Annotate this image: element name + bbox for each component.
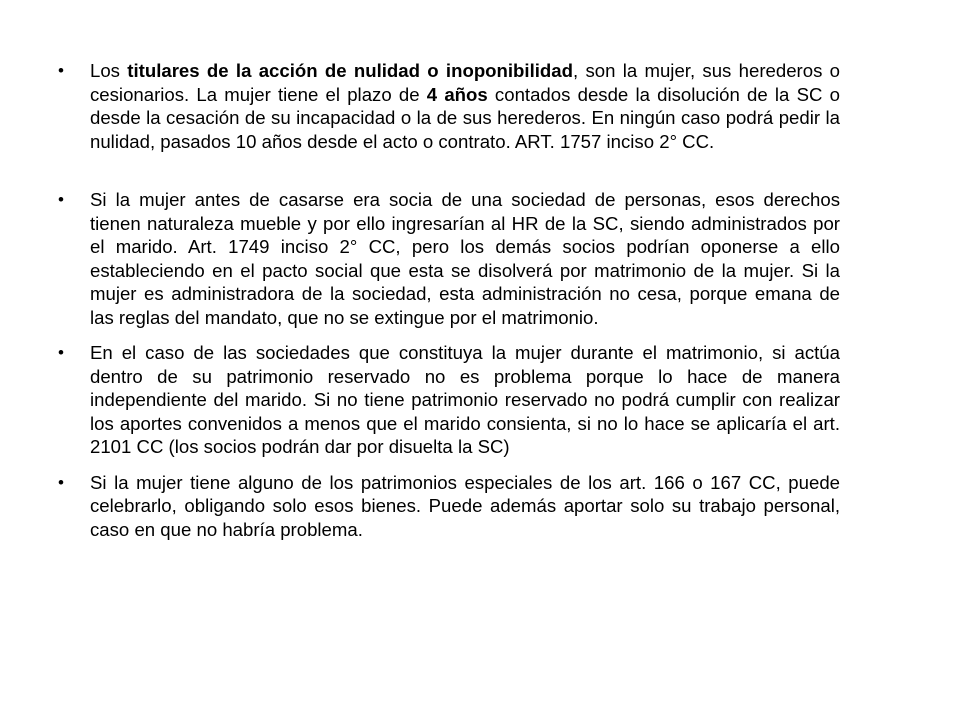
bullet-dot-icon: • (58, 61, 64, 80)
bullet-text: Si la mujer antes de casarse era socia de una sociedad de personas, esos derechos tienen naturaleza mueble y por ello ingresarían al HR de la SC, siendo administrados por el marido. Art. 1749 inciso 2° CC, pero los demás socios podrían oponerse a ello estableciendo en el pacto social que esta se disolverá por matrimonio de la mujer. Si la mujer es administradora de la sociedad, esta administración no cesa, porque emana de las reglas del mandato, que no se extingue por el matrimonio. (90, 189, 840, 328)
bullet-item-sociedades-durante (58, 341, 840, 459)
bullet-dot-icon: • (58, 190, 64, 209)
bullet-item-socia-antes (58, 188, 840, 329)
bullet-dot-icon: • (58, 343, 64, 362)
bullet-dot-icon: • (58, 472, 64, 492)
bullet-list (58, 59, 840, 541)
text-run: contados desde la disolución de la SC o desde la cesación de su incapacidad o la de sus herederos. En ningún caso podrá pedir la nulidad, pasados 10 años desde el acto o contrato. ART. 1757 inciso 2° CC. (90, 83, 840, 152)
bold-text-run: 4 años (426, 83, 488, 105)
bullet-item-patrimonios-especiales (58, 471, 840, 542)
bullet-text: En el caso de las sociedades que constituya la mujer durante el matrimonio, si actúa dentro de su patrimonio reservado no es problema porque lo hace de manera independiente del marido. Si no tiene patrimonio reservado no podrá cumplir con realizar los aportes convenidos a menos que el marido consienta, si no lo hace se aplicaría el art. 2101 CC (los socios podrán dar por disuelta la SC) (90, 342, 840, 457)
bullet-text (90, 60, 840, 152)
bullet-item-titulares (58, 59, 840, 153)
bold-text-run: titulares de la acción de nulidad o inoponibilidad (127, 60, 573, 81)
text-run: Los (90, 60, 128, 81)
bullet-text: Si la mujer tiene alguno de los patrimonios especiales de los art. 166 o 167 CC, puede celebrarlo, obligando solo esos bienes. Puede además aportar solo su trabajo personal, caso en que no habría problema. (90, 471, 840, 540)
text-run: , son la mujer, sus herederos o cesionarios. La mujer tiene el plazo de (90, 60, 840, 105)
